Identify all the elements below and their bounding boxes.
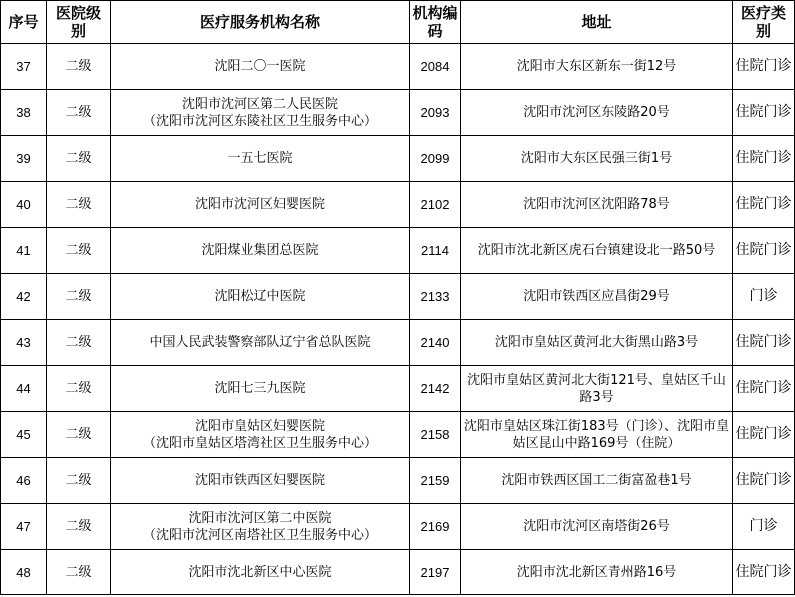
cell-level: 二级 bbox=[47, 136, 111, 182]
institution-alias: （沈阳市沈河区南塔社区卫生服务中心） bbox=[142, 527, 377, 543]
table-row bbox=[1, 366, 795, 412]
cell-name bbox=[111, 550, 410, 595]
table-row bbox=[1, 136, 795, 182]
cell-code: 2102 bbox=[410, 182, 461, 228]
cell-seq: 40 bbox=[1, 182, 47, 228]
cell-code: 2169 bbox=[410, 504, 461, 550]
cell-name bbox=[111, 458, 410, 504]
cell-name bbox=[111, 320, 410, 366]
cell-level: 二级 bbox=[47, 228, 111, 274]
institution-name: 沈阳松辽中医院 bbox=[214, 289, 306, 304]
cell-type: 住院门诊 bbox=[733, 44, 795, 90]
cell-code: 2159 bbox=[410, 458, 461, 504]
cell-name bbox=[111, 136, 410, 182]
cell-level: 二级 bbox=[47, 182, 111, 228]
institution-name: 沈阳市沈河区妇婴医院 bbox=[194, 197, 325, 212]
cell-level: 二级 bbox=[47, 504, 111, 550]
cell-address: 沈阳市铁西区应昌街29号 bbox=[461, 274, 733, 320]
institution-name: 沈阳二〇一医院 bbox=[214, 59, 306, 74]
cell-address: 沈阳市沈河区南塔街26号 bbox=[461, 504, 733, 550]
cell-type: 住院门诊 bbox=[733, 366, 795, 412]
table-row bbox=[1, 320, 795, 366]
cell-level: 二级 bbox=[47, 458, 111, 504]
cell-code: 2084 bbox=[410, 44, 461, 90]
institution-name: 沈阳市铁西区妇婴医院 bbox=[194, 473, 325, 488]
cell-level: 二级 bbox=[47, 90, 111, 136]
table-header bbox=[1, 1, 795, 44]
cell-name bbox=[111, 366, 410, 412]
cell-code: 2140 bbox=[410, 320, 461, 366]
institution-alias: （沈阳市沈河区东陵社区卫生服务中心） bbox=[142, 113, 377, 129]
table-row bbox=[1, 412, 795, 458]
institution-name: 沈阳市沈北新区中心医院 bbox=[188, 564, 332, 580]
table-row bbox=[1, 44, 795, 90]
cell-code: 2099 bbox=[410, 136, 461, 182]
cell-type: 门诊 bbox=[733, 274, 795, 320]
institution-name: 中国人民武装警察部队辽宁省总队医院 bbox=[149, 335, 371, 350]
cell-address: 沈阳市沈北新区青州路16号 bbox=[461, 550, 733, 595]
cell-seq: 41 bbox=[1, 228, 47, 274]
cell-code: 2093 bbox=[410, 90, 461, 136]
institution-name: 沈阳煤业集团总医院 bbox=[201, 243, 319, 258]
header-seq: 序号 bbox=[1, 1, 47, 44]
cell-type: 住院门诊 bbox=[733, 90, 795, 136]
cell-code: 2114 bbox=[410, 228, 461, 274]
cell-seq: 46 bbox=[1, 458, 47, 504]
cell-name bbox=[111, 504, 410, 550]
cell-name bbox=[111, 44, 410, 90]
table-row bbox=[1, 90, 795, 136]
cell-type: 住院门诊 bbox=[733, 182, 795, 228]
cell-type: 住院门诊 bbox=[733, 412, 795, 458]
cell-level: 二级 bbox=[47, 366, 111, 412]
cell-address: 沈阳市大东区新东一街12号 bbox=[461, 44, 733, 90]
header-level: 医院级别 bbox=[47, 1, 111, 44]
cell-address: 沈阳市大东区民强三街1号 bbox=[461, 136, 733, 182]
cell-level: 二级 bbox=[47, 320, 111, 366]
institution-name: 一五七医院 bbox=[227, 151, 293, 166]
cell-name bbox=[111, 182, 410, 228]
cell-type: 住院门诊 bbox=[733, 228, 795, 274]
cell-level: 二级 bbox=[47, 274, 111, 320]
cell-address: 沈阳市皇姑区黄河北大街黑山路3号 bbox=[461, 320, 733, 366]
cell-code: 2158 bbox=[410, 412, 461, 458]
cell-address: 沈阳市皇姑区黄河北大街121号、皇姑区千山路3号 bbox=[461, 366, 733, 412]
cell-level: 二级 bbox=[47, 44, 111, 90]
cell-address: 沈阳市沈河区沈阳路78号 bbox=[461, 182, 733, 228]
cell-code: 2142 bbox=[410, 366, 461, 412]
cell-type: 住院门诊 bbox=[733, 550, 795, 595]
cell-name bbox=[111, 228, 410, 274]
table-row bbox=[1, 182, 795, 228]
cell-level: 二级 bbox=[47, 412, 111, 458]
header-name: 医疗服务机构名称 bbox=[111, 1, 410, 44]
cell-seq: 45 bbox=[1, 412, 47, 458]
header-code: 机构编码 bbox=[410, 1, 461, 44]
cell-seq: 38 bbox=[1, 90, 47, 136]
cell-type: 住院门诊 bbox=[733, 320, 795, 366]
cell-name bbox=[111, 274, 410, 320]
cell-seq: 39 bbox=[1, 136, 47, 182]
cell-level: 二级 bbox=[47, 550, 111, 595]
institution-name: 沈阳市沈河区第二中医院 bbox=[188, 510, 332, 526]
table-body bbox=[1, 44, 795, 595]
cell-seq: 42 bbox=[1, 274, 47, 320]
institution-name: 沈阳七三九医院 bbox=[214, 381, 306, 396]
cell-seq: 43 bbox=[1, 320, 47, 366]
cell-type: 住院门诊 bbox=[733, 136, 795, 182]
header-type: 医疗类别 bbox=[733, 1, 795, 44]
cell-name bbox=[111, 412, 410, 458]
cell-address: 沈阳市沈北新区虎石台镇建设北一路50号 bbox=[461, 228, 733, 274]
table-row bbox=[1, 228, 795, 274]
header-row bbox=[1, 1, 795, 44]
cell-address: 沈阳市皇姑区珠江街183号（门诊）、沈阳市皇姑区昆山中路169号（住院） bbox=[461, 412, 733, 458]
table-row bbox=[1, 550, 795, 595]
header-address: 地址 bbox=[461, 1, 733, 44]
table-row bbox=[1, 458, 795, 504]
institution-alias: （沈阳市皇姑区塔湾社区卫生服务中心） bbox=[142, 435, 377, 451]
cell-address: 沈阳市沈河区东陵路20号 bbox=[461, 90, 733, 136]
cell-name bbox=[111, 90, 410, 136]
cell-type: 门诊 bbox=[733, 504, 795, 550]
institution-name: 沈阳市沈河区第二人民医院 bbox=[181, 96, 338, 112]
table-row bbox=[1, 274, 795, 320]
cell-seq: 47 bbox=[1, 504, 47, 550]
cell-seq: 37 bbox=[1, 44, 47, 90]
cell-code: 2197 bbox=[410, 550, 461, 595]
cell-seq: 48 bbox=[1, 550, 47, 595]
cell-seq: 44 bbox=[1, 366, 47, 412]
table-row bbox=[1, 504, 795, 550]
cell-code: 2133 bbox=[410, 274, 461, 320]
cell-address: 沈阳市铁西区国工二街富盈巷1号 bbox=[461, 458, 733, 504]
institution-name: 沈阳市皇姑区妇婴医院 bbox=[194, 418, 325, 434]
cell-type: 住院门诊 bbox=[733, 458, 795, 504]
